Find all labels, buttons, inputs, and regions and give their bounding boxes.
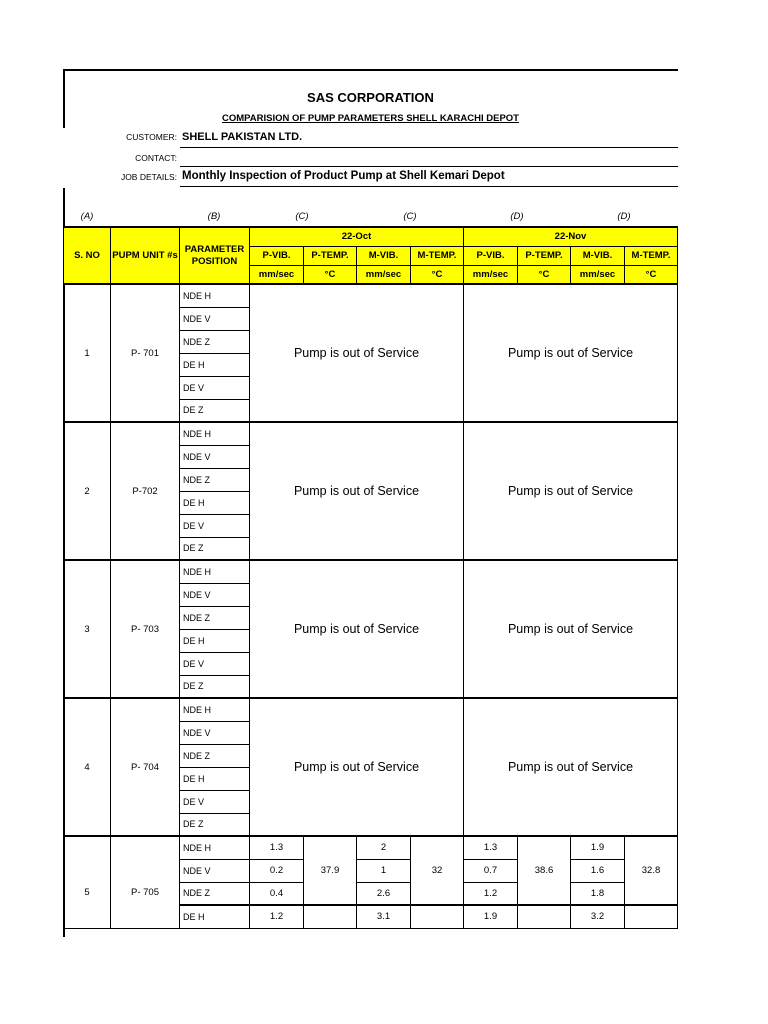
nov-p-vib: 1.9	[464, 905, 518, 928]
nov-m-vib: 1.9	[571, 836, 625, 859]
header-unit-label: °C	[304, 265, 357, 284]
position-cell: NDE H	[180, 698, 250, 721]
oct-p-temp: 37.9	[304, 836, 357, 905]
column-ref-d2: (D)	[617, 211, 631, 222]
pump-parameters-table	[63, 226, 678, 929]
oct-m-vib: 1	[357, 859, 411, 882]
header-param: PARAMETER POSITION	[180, 227, 250, 284]
position-cell: NDE V	[180, 859, 250, 882]
header-month-oct: 22-Oct	[250, 227, 464, 246]
customer-value: SHELL PAKISTAN LTD.	[182, 131, 303, 143]
column-ref-b: (B)	[207, 211, 221, 222]
nov-p-vib: 1.2	[464, 882, 518, 905]
header-col: P-VIB.	[464, 246, 518, 265]
row-unit: P-702	[111, 422, 180, 560]
nov-status: Pump is out of Service	[464, 284, 678, 422]
job-details-value: Monthly Inspection of Product Pump at Shell Kemari Depot	[182, 170, 505, 182]
oct-m-vib: 2.6	[357, 882, 411, 905]
row-sno: 3	[64, 560, 111, 698]
position-cell: NDE Z	[180, 468, 250, 491]
header-col: P-VIB.	[250, 246, 304, 265]
contact-label: CONTACT:	[135, 153, 177, 163]
row-sno: 4	[64, 698, 111, 836]
job-details-label: JOB DETAILS:	[120, 172, 177, 182]
position-cell: DE V	[180, 376, 250, 399]
position-cell: DE H	[180, 491, 250, 514]
nov-status: Pump is out of Service	[464, 422, 678, 560]
column-ref-d1: (D)	[510, 211, 524, 222]
header-unit: PUPM UNIT #s	[111, 227, 180, 284]
header-unit-label: mm/sec	[571, 265, 625, 284]
position-cell: NDE Z	[180, 330, 250, 353]
position-cell: NDE H	[180, 284, 250, 307]
position-cell: NDE H	[180, 422, 250, 445]
oct-m-temp: 32	[411, 836, 464, 905]
oct-p-temp-empty	[304, 905, 357, 928]
column-ref-c2: (C)	[403, 211, 417, 222]
oct-status: Pump is out of Service	[250, 698, 464, 836]
header-unit-label: mm/sec	[357, 265, 411, 284]
header-sno: S. NO	[64, 227, 111, 284]
position-cell: DE Z	[180, 537, 250, 560]
header-unit-label: °C	[518, 265, 571, 284]
nov-p-temp: 38.6	[518, 836, 571, 905]
header-col: M-VIB.	[571, 246, 625, 265]
row-sno: 1	[64, 284, 111, 422]
oct-p-vib: 1.3	[250, 836, 304, 859]
column-ref-a: (A)	[80, 211, 94, 222]
oct-m-temp-empty	[411, 905, 464, 928]
header-col: M-VIB.	[357, 246, 411, 265]
position-cell: NDE Z	[180, 744, 250, 767]
position-cell: DE V	[180, 790, 250, 813]
header-unit-label: °C	[411, 265, 464, 284]
oct-p-vib: 1.2	[250, 905, 304, 928]
position-cell: NDE H	[180, 560, 250, 583]
position-cell: NDE Z	[180, 606, 250, 629]
oct-p-vib: 0.2	[250, 859, 304, 882]
header-month-nov: 22-Nov	[464, 227, 678, 246]
position-cell: NDE Z	[180, 882, 250, 905]
position-cell: NDE V	[180, 583, 250, 606]
nov-m-temp: 32.8	[625, 836, 678, 905]
nov-m-temp-empty	[625, 905, 678, 928]
oct-m-vib: 3.1	[357, 905, 411, 928]
row-unit: P- 701	[111, 284, 180, 422]
nov-status: Pump is out of Service	[464, 698, 678, 836]
nov-p-vib: 1.3	[464, 836, 518, 859]
nov-p-temp-empty	[518, 905, 571, 928]
position-cell: DE H	[180, 905, 250, 928]
oct-status: Pump is out of Service	[250, 560, 464, 698]
position-cell: NDE H	[180, 836, 250, 859]
oct-status: Pump is out of Service	[250, 422, 464, 560]
header-unit-label: mm/sec	[464, 265, 518, 284]
header-unit-label: °C	[625, 265, 678, 284]
position-cell: DE H	[180, 353, 250, 376]
report-subtitle: COMPARISION OF PUMP PARAMETERS SHELL KARACHI DEPOT	[222, 113, 519, 124]
position-cell: NDE V	[180, 721, 250, 744]
position-cell: DE V	[180, 514, 250, 537]
header-col: M-TEMP.	[411, 246, 464, 265]
row-unit: P- 704	[111, 698, 180, 836]
nov-m-vib: 1.6	[571, 859, 625, 882]
header-col: P-TEMP.	[518, 246, 571, 265]
company-title: SAS CORPORATION	[307, 90, 434, 105]
header-col: M-TEMP.	[625, 246, 678, 265]
position-cell: NDE V	[180, 445, 250, 468]
position-cell: DE V	[180, 652, 250, 675]
nov-status: Pump is out of Service	[464, 560, 678, 698]
header-unit-label: mm/sec	[250, 265, 304, 284]
position-cell: NDE V	[180, 307, 250, 330]
oct-p-vib: 0.4	[250, 882, 304, 905]
row-unit: P- 705	[111, 836, 180, 928]
position-cell: DE H	[180, 629, 250, 652]
oct-status: Pump is out of Service	[250, 284, 464, 422]
position-cell: DE Z	[180, 399, 250, 422]
row-sno: 5	[64, 836, 111, 928]
position-cell: DE H	[180, 767, 250, 790]
customer-label: CUSTOMER:	[126, 132, 177, 142]
row-unit: P- 703	[111, 560, 180, 698]
oct-m-vib: 2	[357, 836, 411, 859]
column-ref-c1: (C)	[295, 211, 309, 222]
row-sno: 2	[64, 422, 111, 560]
header-col: P-TEMP.	[304, 246, 357, 265]
nov-m-vib: 3.2	[571, 905, 625, 928]
position-cell: DE Z	[180, 675, 250, 698]
nov-m-vib: 1.8	[571, 882, 625, 905]
position-cell: DE Z	[180, 813, 250, 836]
nov-p-vib: 0.7	[464, 859, 518, 882]
